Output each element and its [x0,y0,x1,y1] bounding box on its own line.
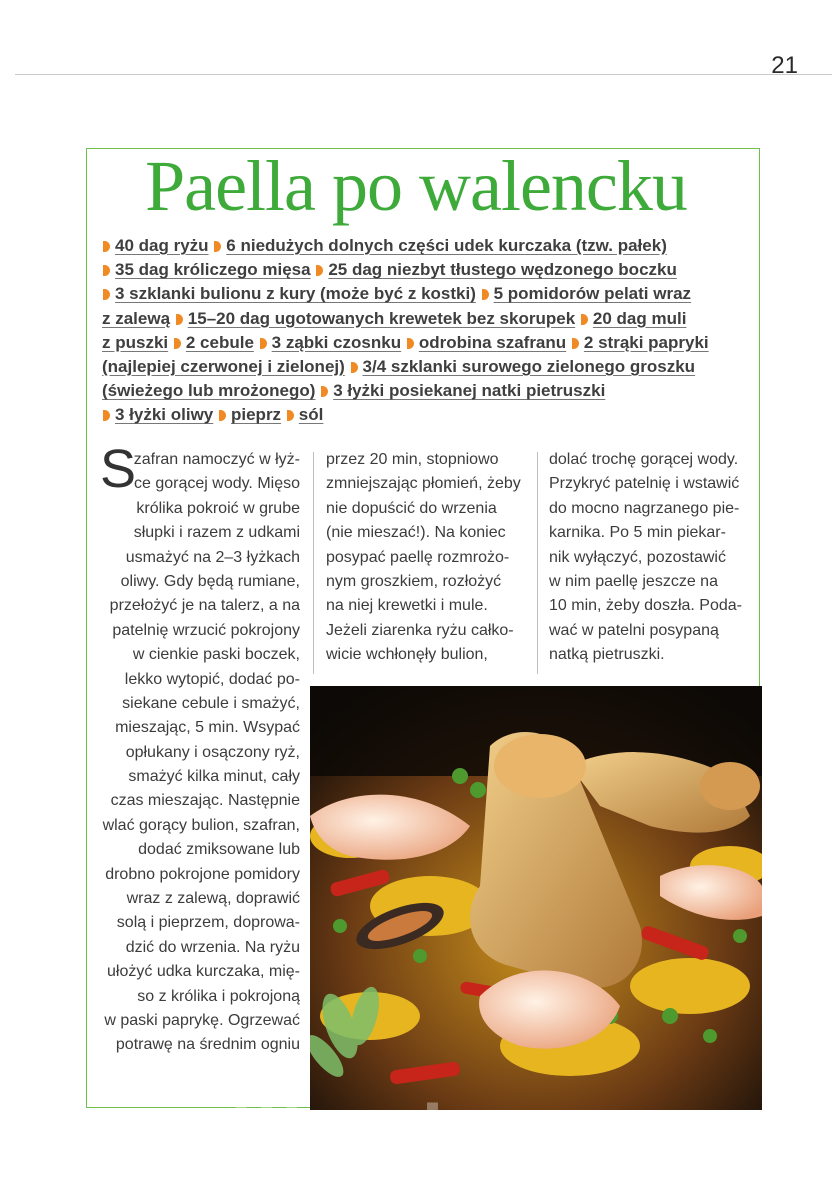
ingredient-item: sól [298,405,324,425]
text-line: nik wyłączyć, pozostawić [549,548,726,566]
text-line: na niej krewetki i mule. [326,597,488,615]
text-line: karnika. Po 5 min piekar- [549,524,726,542]
bullet-icon [103,289,110,300]
text-line: so z królika i pokrojoną [137,987,300,1005]
instructions-column-3 [549,448,749,668]
ingredient-item: 3/4 szklanki surowego zielonego groszku [362,356,696,376]
ingredient-item: odrobina szafranu [418,332,567,352]
ingredient-line [102,355,742,379]
ingredient-item: z zalewą [102,308,171,328]
paella-photo [310,686,762,1110]
drop-cap: S [100,439,137,499]
ingredients-list [102,234,742,428]
text-line: opłukany i osączony ryż, [125,743,300,761]
ingredient-item: 2 strąki papryki [583,332,709,352]
ingredient-item: 40 dag ryżu [115,236,209,255]
bullet-icon [260,338,267,349]
ingredient-item: 3 ząbki czosnku [271,332,402,352]
text-line: ułożyć udka kurczaka, mię- [107,963,300,981]
ingredient-line [102,331,742,355]
recipe-title: Paella po walencku [145,146,687,226]
text-line: zmniejszając płomień, żeby [326,475,521,493]
text-line: dolać trochę gorącej wody. [549,451,739,468]
text-line: nym groszkiem, rozłożyć [326,572,502,590]
text-line: posypać paellę rozmrożo- [326,548,510,566]
text-line: potrawę na średnim ogniu [115,1036,300,1054]
text-line: lekko wytopić, dodać po- [124,670,300,688]
text-line: wać w patelni posypaną [549,621,719,639]
text-line: dodać zmiksowane lub [138,841,300,859]
text-line: Jeżeli ziarenka ryżu całko- [326,621,514,639]
bullet-icon [214,241,221,252]
column-divider [537,452,538,674]
text-line: w cienkie paski boczek, [132,646,300,664]
bullet-icon [581,314,588,325]
text-line: wicie wchłonęły bulion, [326,646,488,664]
bullet-icon [287,410,294,421]
text-line: królika pokroić w grube [136,499,300,517]
ingredient-line [102,258,742,282]
text-line: w paski paprykę. Ogrzewać [104,1011,300,1029]
ingredient-item: 3 łyżki posiekanej natki pietruszki [333,381,606,401]
text-line: przełożyć je na talerz, a na [109,597,300,615]
ingredient-item: 6 niedużych dolnych części udek kurczaka (tzw. pałek) [226,236,667,255]
bullet-icon [103,265,110,276]
text-line: (nie mieszać!). Na koniec [326,524,506,542]
text-line: siekane cebule i smażyć, [122,694,300,712]
text-line: 10 min, żeby doszła. Poda- [549,597,742,615]
paella-photo-illustration [310,686,762,1110]
bullet-icon [174,338,181,349]
text-line: nie dopuścić do wrzenia [326,499,497,517]
text-line: mieszając, 5 min. Wsypać [115,719,300,737]
text-line: przez 20 min, stopniowo [326,451,499,468]
ingredient-item: 35 dag króliczego mięsa [115,260,311,280]
ingredient-item: z puszki [102,332,169,352]
ingredient-item: 20 dag muli [592,308,687,328]
text-line: słupki i razem z udkami [133,524,300,542]
header-rule [15,74,832,75]
text-line: patelnię wrzucić pokrojony [112,621,300,639]
ingredient-line [102,403,742,427]
ingredient-line [102,234,742,258]
instructions-column-2 [326,448,521,668]
text-line: zafran namoczyć w łyż- [133,451,300,468]
ingredient-item: 3 szklanki bulionu z kury (może być z kostki) [115,284,476,304]
bullet-icon [219,410,226,421]
bullet-icon [321,386,328,397]
bullet-icon [407,338,414,349]
ingredient-line [102,282,742,306]
ingredient-item: 2 cebule [185,332,254,352]
text-line: wlać gorący bulion, szafran, [102,816,300,834]
text-line: w nim paellę jeszcze na [549,572,718,590]
text-line: solą i pieprzem, doprowa- [116,914,300,932]
bullet-icon [103,241,110,252]
bullet-icon [351,362,358,373]
bullet-icon [572,338,579,349]
ingredient-item: (najlepiej czerwonej i zielonej) [102,356,345,376]
text-line: smażyć kilka minut, cały [128,768,300,786]
text-line: ce gorącej wody. Mięso [134,475,300,493]
bullet-icon [103,410,110,421]
ingredient-item: 15–20 dag ugotowanych krewetek bez skorupek [187,308,576,328]
ingredient-line [102,379,742,403]
text-line: oliwy. Gdy będą rumiane, [120,572,300,590]
ingredient-item: 5 pomidorów pelati wraz [493,284,692,304]
text-line: usmażyć na 2–3 łyżkach [125,548,300,566]
text-line: dzić do wrzenia. Na ryżu [125,938,300,956]
text-line: natką pietruszki. [549,646,665,664]
ingredient-line [102,307,742,331]
bullet-icon [482,289,489,300]
instructions-column-1 [100,448,300,1058]
ingredient-item: pieprz [231,405,282,425]
column-divider [313,452,314,674]
text-line: drobno pokrojone pomidory [105,865,300,883]
page-number: 21 [771,52,798,79]
ingredient-item: 3 łyżki oliwy [115,405,214,425]
text-line: wraz z zalewą, doprawić [126,890,300,908]
ingredient-item: (świeżego lub mrożonego) [102,381,316,401]
bullet-icon [316,265,323,276]
text-line: Przykryć patelnię i wstawić [549,475,740,493]
bullet-icon [176,314,183,325]
ingredient-item: 25 dag niezbyt tłustego wędzonego boczku [328,260,677,280]
text-line: do mocno nagrzanego pie- [549,499,740,517]
watermark: wedlinydomowe.pl [100,1092,818,1165]
text-line: czas mieszając. Następnie [110,792,300,810]
